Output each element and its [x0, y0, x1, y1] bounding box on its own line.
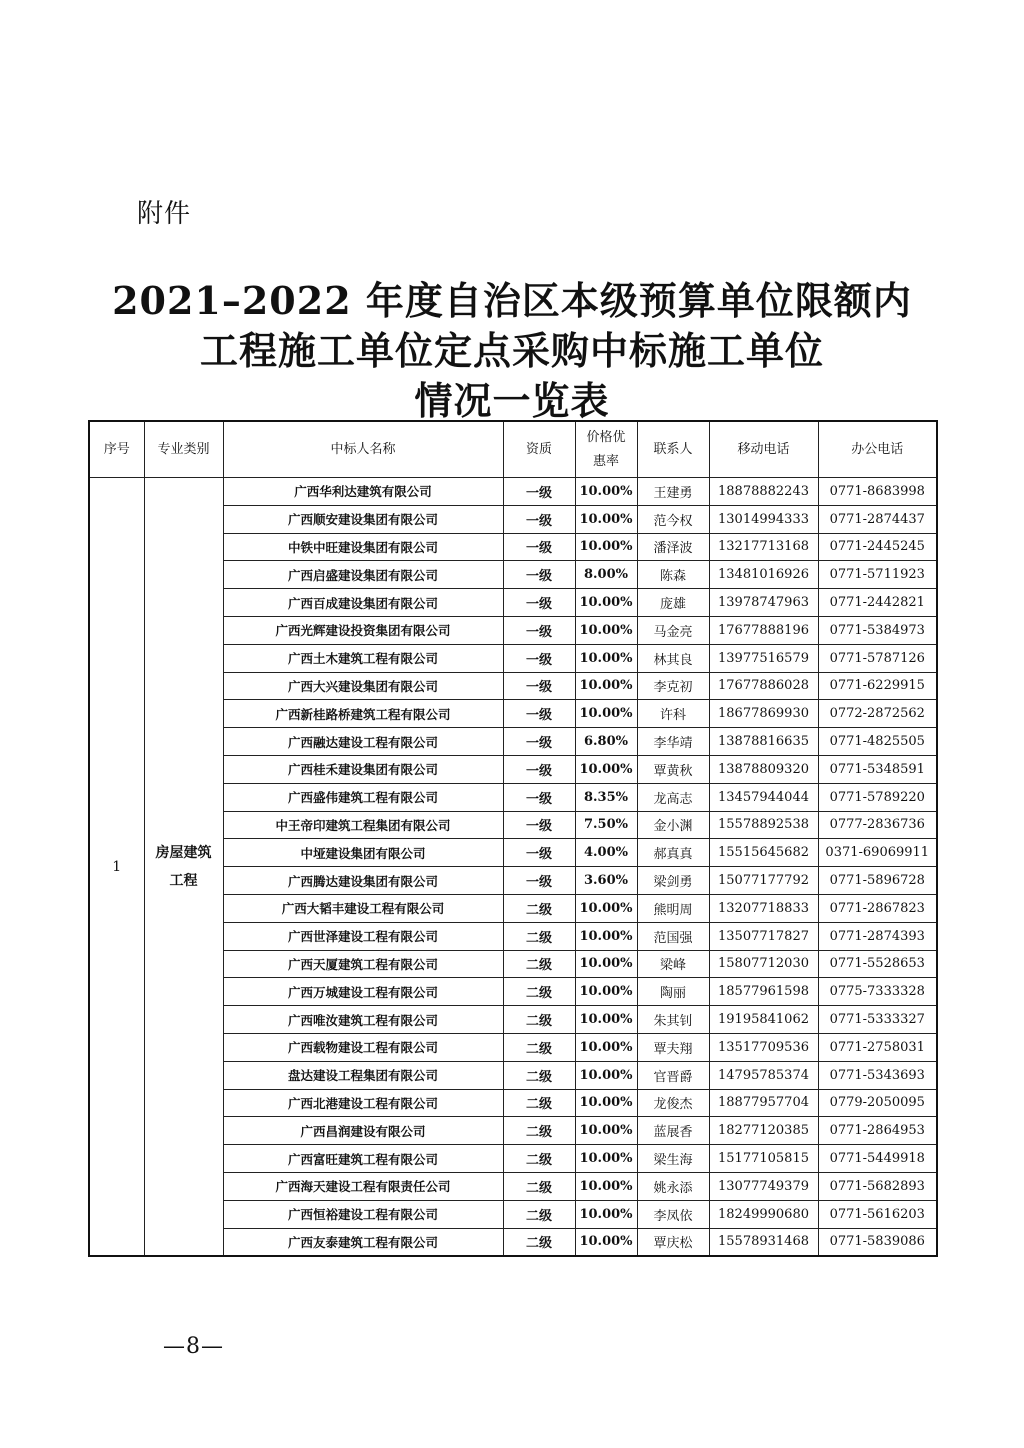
contact-cell: 金小渊: [637, 811, 709, 839]
discount-cell: 10.00%: [575, 478, 637, 506]
qualification-cell: 一级: [503, 700, 575, 728]
qualification-cell: 一级: [503, 478, 575, 506]
mobile-cell: 18249990680: [709, 1200, 818, 1228]
office-phone-cell: 0771-5711923: [818, 561, 937, 589]
company-name-cell: 广西昌润建设有限公司: [223, 1117, 503, 1145]
company-name-cell: 广西大兴建设集团有限公司: [223, 672, 503, 700]
company-name-cell: 广西融达建设工程有限公司: [223, 728, 503, 756]
mobile-cell: 13517709536: [709, 1033, 818, 1061]
mobile-cell: 13207718833: [709, 894, 818, 922]
company-name-cell: 广西华利达建筑有限公司: [223, 478, 503, 506]
discount-cell: 10.00%: [575, 978, 637, 1006]
office-phone-cell: 0771-2867823: [818, 894, 937, 922]
discount-cell: 10.00%: [575, 644, 637, 672]
header-discount-line-1: 价格优: [586, 429, 626, 445]
qualification-cell: 一级: [503, 728, 575, 756]
discount-cell: 8.35%: [575, 783, 637, 811]
contact-cell: 龙俊杰: [637, 1089, 709, 1117]
company-name-cell: 广西百成建设集团有限公司: [223, 589, 503, 617]
office-phone-cell: 0771-4825505: [818, 728, 937, 756]
discount-cell: 10.00%: [575, 1145, 637, 1173]
company-name-cell: 广西万城建设工程有限公司: [223, 978, 503, 1006]
winning-bidders-table: [88, 420, 938, 1257]
company-name-cell: 广西富旺建筑工程有限公司: [223, 1145, 503, 1173]
office-phone-cell: 0771-2445245: [818, 533, 937, 561]
office-phone-cell: 0771-8683998: [818, 478, 937, 506]
mobile-cell: 18878882243: [709, 478, 818, 506]
contact-cell: 龙高志: [637, 783, 709, 811]
company-name-cell: 广西唯汝建筑工程有限公司: [223, 1006, 503, 1034]
office-phone-cell: 0771-2758031: [818, 1033, 937, 1061]
discount-cell: 10.00%: [575, 1061, 637, 1089]
header-contact: 联系人: [637, 421, 709, 478]
title-line-1: 2021–2022 年度自治区本级预算单位限额内: [112, 278, 912, 323]
qualification-cell: 二级: [503, 1145, 575, 1173]
qualification-cell: 一级: [503, 644, 575, 672]
company-name-cell: 广西海天建设工程有限责任公司: [223, 1172, 503, 1200]
qualification-cell: 二级: [503, 1089, 575, 1117]
qualification-cell: 一级: [503, 672, 575, 700]
contact-cell: 李克初: [637, 672, 709, 700]
contact-cell: 姚永添: [637, 1172, 709, 1200]
qualification-cell: 二级: [503, 1061, 575, 1089]
office-phone-cell: 0772-2872562: [818, 700, 937, 728]
office-phone-cell: 0771-5343693: [818, 1061, 937, 1089]
office-phone-cell: 0771-5528653: [818, 950, 937, 978]
company-name-cell: 广西桂禾建设集团有限公司: [223, 755, 503, 783]
contact-cell: 梁剑勇: [637, 867, 709, 895]
contact-cell: 蓝展香: [637, 1117, 709, 1145]
discount-cell: 10.00%: [575, 1200, 637, 1228]
contact-cell: 陈森: [637, 561, 709, 589]
company-name-cell: 广西恒裕建设工程有限公司: [223, 1200, 503, 1228]
qualification-cell: 一级: [503, 505, 575, 533]
contact-cell: 梁生海: [637, 1145, 709, 1173]
mobile-cell: 15578931468: [709, 1228, 818, 1256]
qualification-cell: 一级: [503, 561, 575, 589]
discount-cell: 10.00%: [575, 922, 637, 950]
qualification-cell: 一级: [503, 783, 575, 811]
company-name-cell: 盘达建设工程集团有限公司: [223, 1061, 503, 1089]
mobile-cell: 13507717827: [709, 922, 818, 950]
company-name-cell: 广西土木建筑工程有限公司: [223, 644, 503, 672]
office-phone-cell: 0771-5384973: [818, 616, 937, 644]
contact-cell: 覃黄秋: [637, 755, 709, 783]
office-phone-cell: 0771-5787126: [818, 644, 937, 672]
office-phone-cell: 0779-2050095: [818, 1089, 937, 1117]
mobile-cell: 13878816635: [709, 728, 818, 756]
office-phone-cell: 0771-6229915: [818, 672, 937, 700]
title-line-3: 情况一览表: [414, 378, 610, 423]
office-phone-cell: 0771-5616203: [818, 1200, 937, 1228]
discount-cell: 10.00%: [575, 1117, 637, 1145]
discount-cell: 10.00%: [575, 672, 637, 700]
table-row: [89, 478, 937, 506]
table-header-row: [89, 421, 937, 478]
contact-cell: 范今权: [637, 505, 709, 533]
qualification-cell: 二级: [503, 1228, 575, 1256]
attachment-label: 附件: [137, 199, 192, 229]
mobile-cell: 18277120385: [709, 1117, 818, 1145]
group-category-line-1: 房屋建筑: [155, 844, 212, 861]
mobile-cell: 15077177792: [709, 867, 818, 895]
mobile-cell: 13457944044: [709, 783, 818, 811]
header-discount-line-2: 惠率: [592, 453, 619, 469]
company-name-cell: 广西盛伟建筑工程有限公司: [223, 783, 503, 811]
qualification-cell: 一级: [503, 755, 575, 783]
contact-cell: 覃夫翔: [637, 1033, 709, 1061]
qualification-cell: 二级: [503, 922, 575, 950]
office-phone-cell: 0771-5333327: [818, 1006, 937, 1034]
company-name-cell: 广西载物建设工程有限公司: [223, 1033, 503, 1061]
contact-cell: 官晋爵: [637, 1061, 709, 1089]
header-mobile: 移动电话: [709, 421, 818, 478]
discount-cell: 10.00%: [575, 589, 637, 617]
company-name-cell: 中王帝印建筑工程集团有限公司: [223, 811, 503, 839]
discount-cell: 7.50%: [575, 811, 637, 839]
header-discount: [575, 421, 637, 478]
mobile-cell: 18677869930: [709, 700, 818, 728]
header-qualification: 资质: [503, 421, 575, 478]
contact-cell: 许科: [637, 700, 709, 728]
office-phone-cell: 0371-69069911: [818, 839, 937, 867]
company-name-cell: 广西大韬丰建设工程有限公司: [223, 894, 503, 922]
mobile-cell: 15807712030: [709, 950, 818, 978]
group-category-line-2: 工程: [169, 872, 198, 889]
mobile-cell: 17677888196: [709, 616, 818, 644]
group-seq: 1: [89, 478, 144, 1257]
office-phone-cell: 0775-7333328: [818, 978, 937, 1006]
discount-cell: 8.00%: [575, 561, 637, 589]
qualification-cell: 二级: [503, 1006, 575, 1034]
office-phone-cell: 0771-5839086: [818, 1228, 937, 1256]
office-phone-cell: 0771-2874393: [818, 922, 937, 950]
company-name-cell: 中铁中旺建设集团有限公司: [223, 533, 503, 561]
header-office: 办公电话: [818, 421, 937, 478]
header-name: 中标人名称: [223, 421, 503, 478]
discount-cell: 3.60%: [575, 867, 637, 895]
qualification-cell: 二级: [503, 1033, 575, 1061]
company-name-cell: 广西北港建设工程有限公司: [223, 1089, 503, 1117]
contact-cell: 林其良: [637, 644, 709, 672]
company-name-cell: 广西顺安建设集团有限公司: [223, 505, 503, 533]
contact-cell: 郝真真: [637, 839, 709, 867]
discount-cell: 10.00%: [575, 616, 637, 644]
office-phone-cell: 0771-5348591: [818, 755, 937, 783]
discount-cell: 10.00%: [575, 700, 637, 728]
discount-cell: 10.00%: [575, 533, 637, 561]
contact-cell: 熊明周: [637, 894, 709, 922]
qualification-cell: 一级: [503, 533, 575, 561]
contact-cell: 李华靖: [637, 728, 709, 756]
mobile-cell: 17677886028: [709, 672, 818, 700]
mobile-cell: 13014994333: [709, 505, 818, 533]
company-name-cell: 广西天厦建筑工程有限公司: [223, 950, 503, 978]
contact-cell: 梁峰: [637, 950, 709, 978]
discount-cell: 6.80%: [575, 728, 637, 756]
table-body: [89, 478, 937, 1257]
group-category: [144, 478, 223, 1257]
mobile-cell: 15578892538: [709, 811, 818, 839]
office-phone-cell: 0771-5682893: [818, 1172, 937, 1200]
contact-cell: 王建勇: [637, 478, 709, 506]
qualification-cell: 一级: [503, 616, 575, 644]
mobile-cell: 13077749379: [709, 1172, 818, 1200]
mobile-cell: 18577961598: [709, 978, 818, 1006]
mobile-cell: 18877957704: [709, 1089, 818, 1117]
office-phone-cell: 0771-2442821: [818, 589, 937, 617]
company-name-cell: 广西新桂路桥建筑工程有限公司: [223, 700, 503, 728]
qualification-cell: 二级: [503, 1172, 575, 1200]
qualification-cell: 二级: [503, 1200, 575, 1228]
contact-cell: 庞雄: [637, 589, 709, 617]
header-seq: 序号: [89, 421, 144, 478]
discount-cell: 10.00%: [575, 1033, 637, 1061]
document-title: [0, 276, 1024, 426]
office-phone-cell: 0771-2864953: [818, 1117, 937, 1145]
mobile-cell: 15515645682: [709, 839, 818, 867]
discount-cell: 10.00%: [575, 1172, 637, 1200]
qualification-cell: 二级: [503, 950, 575, 978]
title-line-2: 工程施工单位定点采购中标施工单位: [199, 328, 824, 373]
qualification-cell: 二级: [503, 1117, 575, 1145]
company-name-cell: 广西光辉建设投资集团有限公司: [223, 616, 503, 644]
qualification-cell: 一级: [503, 811, 575, 839]
company-name-cell: 广西世泽建设工程有限公司: [223, 922, 503, 950]
office-phone-cell: 0771-2874437: [818, 505, 937, 533]
header-category: 专业类别: [144, 421, 223, 478]
contact-cell: 覃庆松: [637, 1228, 709, 1256]
mobile-cell: 15177105815: [709, 1145, 818, 1173]
mobile-cell: 13481016926: [709, 561, 818, 589]
contact-cell: 李凤依: [637, 1200, 709, 1228]
qualification-cell: 一级: [503, 867, 575, 895]
qualification-cell: 二级: [503, 978, 575, 1006]
contact-cell: 马金亮: [637, 616, 709, 644]
discount-cell: 10.00%: [575, 894, 637, 922]
contact-cell: 范国强: [637, 922, 709, 950]
mobile-cell: 13977516579: [709, 644, 818, 672]
page-number: —8—: [163, 1334, 224, 1359]
contact-cell: 陶丽: [637, 978, 709, 1006]
discount-cell: 10.00%: [575, 1089, 637, 1117]
contact-cell: 朱其钊: [637, 1006, 709, 1034]
qualification-cell: 一级: [503, 839, 575, 867]
office-phone-cell: 0771-5449918: [818, 1145, 937, 1173]
qualification-cell: 一级: [503, 589, 575, 617]
discount-cell: 10.00%: [575, 1006, 637, 1034]
qualification-cell: 二级: [503, 894, 575, 922]
company-name-cell: 广西启盛建设集团有限公司: [223, 561, 503, 589]
mobile-cell: 13217713168: [709, 533, 818, 561]
discount-cell: 10.00%: [575, 505, 637, 533]
mobile-cell: 13978747963: [709, 589, 818, 617]
discount-cell: 10.00%: [575, 755, 637, 783]
mobile-cell: 14795785374: [709, 1061, 818, 1089]
mobile-cell: 19195841062: [709, 1006, 818, 1034]
mobile-cell: 13878809320: [709, 755, 818, 783]
company-name-cell: 广西腾达建设集团有限公司: [223, 867, 503, 895]
contact-cell: 潘泽波: [637, 533, 709, 561]
office-phone-cell: 0777-2836736: [818, 811, 937, 839]
discount-cell: 10.00%: [575, 1228, 637, 1256]
office-phone-cell: 0771-5896728: [818, 867, 937, 895]
discount-cell: 4.00%: [575, 839, 637, 867]
discount-cell: 10.00%: [575, 950, 637, 978]
company-name-cell: 中垭建设集团有限公司: [223, 839, 503, 867]
office-phone-cell: 0771-5789220: [818, 783, 937, 811]
company-name-cell: 广西友泰建筑工程有限公司: [223, 1228, 503, 1256]
